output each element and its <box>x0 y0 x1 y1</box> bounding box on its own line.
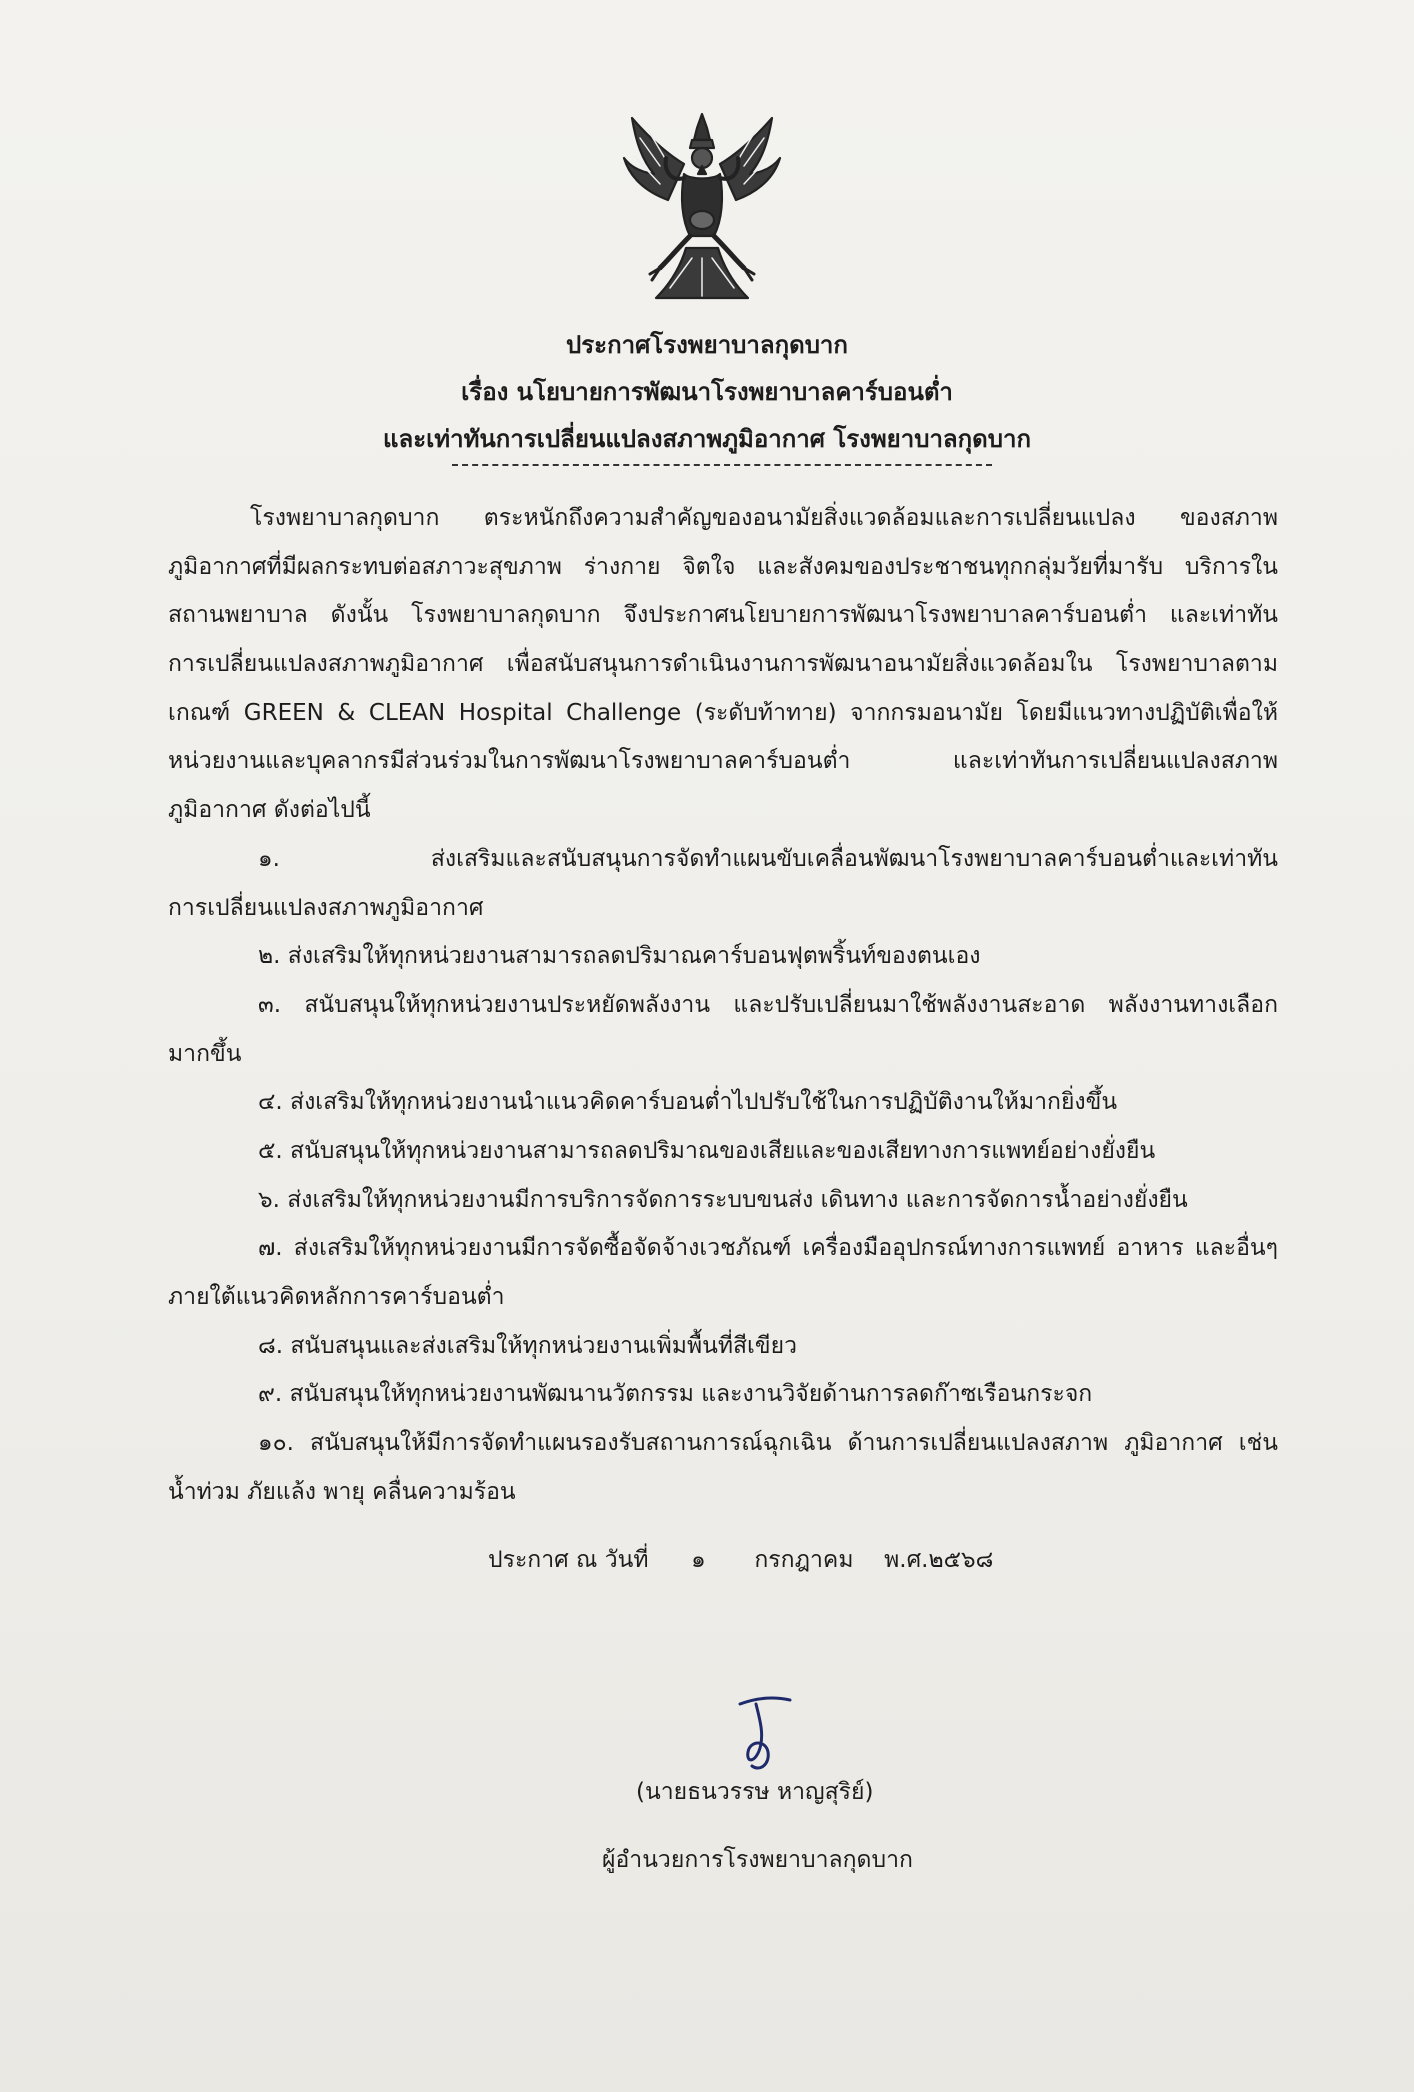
date-year: พ.ศ.๒๕๖๘ <box>884 1547 994 1573</box>
policy-item-9: ๙. สนับสนุนให้ทุกหน่วยงานพัฒนานวัตกรรม และงานวิจัยด้านการลดก๊าซเรือนกระจก <box>258 1381 1093 1408</box>
policy-item-4: ๔. ส่งเสริมให้ทุกหน่วยงานนำแนวคิดคาร์บอนต่ำไปปรับใช้ในการปฏิบัติงานให้มากยิ่งขึ้น <box>258 1089 1118 1116</box>
body-line: หน่วยงานและบุคลากรมีส่วนร่วมในการพัฒนาโรงพยาบาลคาร์บอนต่ำ และเท่าทันการเปลี่ยนแปลงสภาพ <box>168 748 1278 775</box>
policy-item-1: ๑. ส่งเสริมและสนับสนุนการจัดทำแผนขับเคลื่อนพัฒนาโรงพยาบาลคาร์บอนต่ำและเท่าทัน <box>258 845 1278 872</box>
signer-position: ผู้อำนวยการโรงพยาบาลกุดบาก <box>602 1847 913 1873</box>
title-divider <box>452 464 992 466</box>
policy-item-1-cont: การเปลี่ยนแปลงสภาพภูมิอากาศ <box>168 894 484 921</box>
policy-item-6: ๖. ส่งเสริมให้ทุกหน่วยงานมีการบริการจัดการระบบขนส่ง เดินทาง และการจัดการน้ำอย่างยั่งยืน <box>258 1186 1188 1213</box>
policy-item-7-cont: ภายใต้แนวคิดหลักการคาร์บอนต่ำ <box>168 1284 505 1310</box>
date-month: กรกฎาคม <box>754 1547 854 1573</box>
announcement-body <box>168 494 1278 1516</box>
date-prefix: ประกาศ ณ วันที่ <box>488 1547 649 1573</box>
policy-item-3-cont: มากขึ้น <box>168 1040 242 1067</box>
policy-item-5: ๕. สนับสนุนให้ทุกหน่วยงานสามารถลดปริมาณของเสียและของเสียทางการแพทย์อย่างยั่งยืน <box>258 1137 1156 1164</box>
body-line: ภูมิอากาศที่มีผลกระทบต่อสภาวะสุขภาพ ร่างกาย จิตใจ และสังคมของประชาชนทุกกลุ่มวัยที่มารับ บริการใน <box>168 553 1278 580</box>
handwritten-signature-icon <box>726 1686 796 1776</box>
policy-item-8: ๘. สนับสนุนและส่งเสริมให้ทุกหน่วยงานเพิ่มพื้นที่สีเขียว <box>258 1332 798 1359</box>
signer-name: (นายธนวรรษ หาญสุริย์) <box>636 1779 874 1805</box>
policy-item-3: ๓. สนับสนุนให้ทุกหน่วยงานประหยัดพลังงาน และปรับเปลี่ยนมาใช้พลังงานสะอาด พลังงานทางเลือก <box>258 991 1278 1018</box>
date-day: ๑ <box>691 1547 706 1573</box>
announcement-title <box>0 322 1414 463</box>
policy-item-2: ๒. ส่งเสริมให้ทุกหน่วยงานสามารถลดปริมาณคาร์บอนฟุตพริ้นท์ของตนเอง <box>258 943 981 970</box>
title-line: ประกาศโรงพยาบาลกุดบาก <box>566 331 848 359</box>
body-line: สถานพยาบาล ดังนั้น โรงพยาบาลกุดบาก จึงประกาศนโยบายการพัฒนาโรงพยาบาลคาร์บอนต่ำ และเท่าทัน <box>168 602 1278 629</box>
garuda-emblem-icon <box>620 108 784 308</box>
body-line: เกณฑ์ GREEN & CLEAN Hospital Challenge (ระดับท้าทาย) จากกรมอนามัย โดยมีแนวทางปฏิบัติเพื่อให้ <box>168 699 1278 726</box>
announcement-date <box>488 1536 993 1584</box>
body-line: การเปลี่ยนแปลงสภาพภูมิอากาศ เพื่อสนับสนุนการดำเนินงานการพัฒนาอนามัยสิ่งแวดล้อมใน โรงพยาบาลตาม <box>168 651 1278 678</box>
title-line: และเท่าทันการเปลี่ยนแปลงสภาพภูมิอากาศ โรงพยาบาลกุดบาก <box>383 425 1031 453</box>
policy-item-7: ๗. ส่งเสริมให้ทุกหน่วยงานมีการจัดซื้อจัดจ้างเวชภัณฑ์ เครื่องมืออุปกรณ์ทางการแพทย์ อาหาร และอื่นๆ <box>258 1235 1278 1262</box>
policy-item-10: ๑๐. สนับสนุนให้มีการจัดทำแผนรองรับสถานการณ์ฉุกเฉิน ด้านการเปลี่ยนแปลงสภาพ ภูมิอากาศ เช่น <box>258 1430 1278 1457</box>
body-line: ภูมิอากาศ ดังต่อไปนี้ <box>168 797 371 824</box>
policy-item-10-cont: น้ำท่วม ภัยแล้ง พายุ คลื่นความร้อน <box>168 1478 516 1505</box>
title-line: เรื่อง นโยบายการพัฒนาโรงพยาบาลคาร์บอนต่ำ <box>461 378 953 406</box>
body-line: โรงพยาบาลกุดบาก ตระหนักถึงความสำคัญของอนามัยสิ่งแวดล้อมและการเปลี่ยนแปลง ของสภาพ <box>250 505 1278 531</box>
